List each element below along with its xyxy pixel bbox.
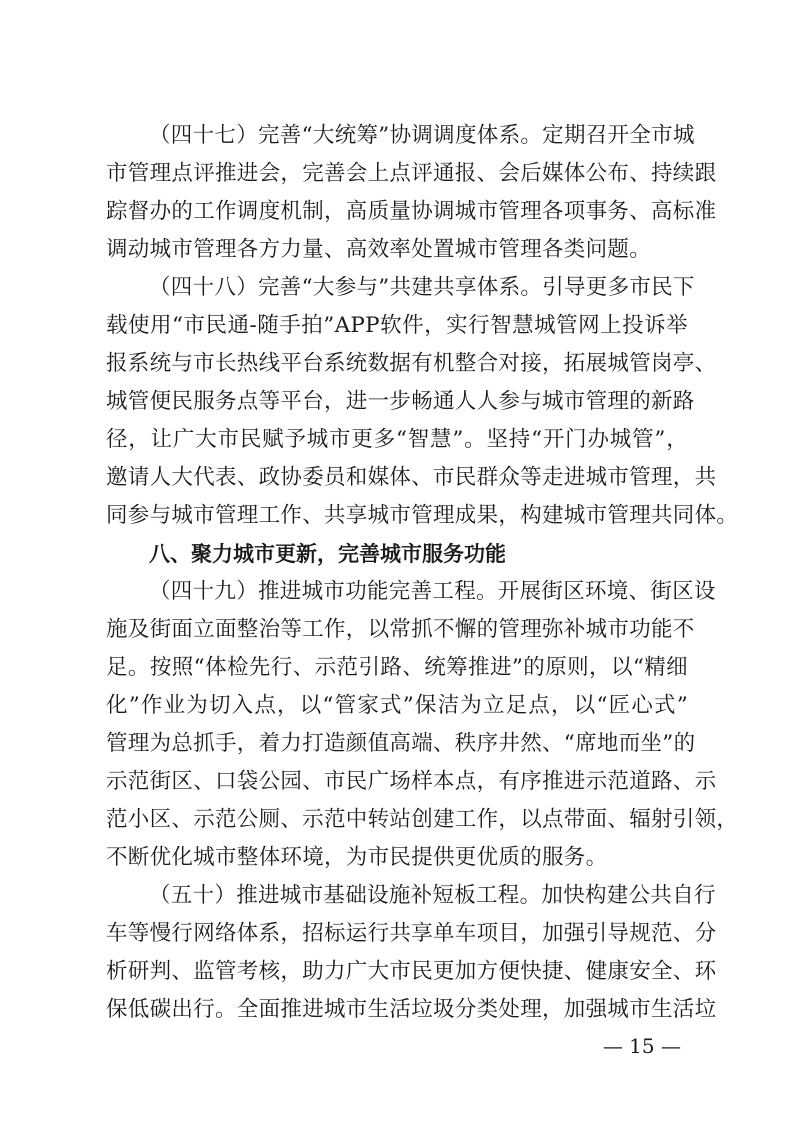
paragraph-48-line-3: 报系统与市长热线平台系统数据有机整合对接，拓展城管岗亭、: [106, 351, 717, 376]
paragraph-48-line-1: （四十八）完善“大参与”共建共享体系。引导更多市民下: [149, 275, 695, 300]
paragraph-50-line-3: 析研判、监管考核，助力广大市民更加方便快捷、健康安全、环: [106, 959, 717, 984]
paragraph-49-line-4: 化”作业为切入点，以“管家式”保洁为立足点，以“匠心式”: [106, 693, 688, 718]
paragraph-49-line-7: 范小区、示范公厕、示范中转站创建工作，以点带面、辐射引领，: [106, 807, 739, 832]
paragraph-50-line-1: （五十）推进城市基础设施补短板工程。加快构建公共自行: [149, 883, 716, 908]
paragraph-48-line-6: 邀请人大代表、政协委员和媒体、市民群众等走进城市管理，共: [106, 465, 717, 490]
paragraph-49-line-3: 足。按照“体检先行、示范引路、统筹推进”的原则，以“精细: [106, 655, 688, 680]
paragraph-47-line-2: 市管理点评推进会，完善会上点评通报、会后媒体公布、持续跟: [106, 161, 717, 186]
paragraph-47-line-1: （四十七）完善“大统筹”协调调度体系。定期召开全市城: [149, 123, 695, 148]
paragraph-49-line-5: 管理为总抓手，着力打造颜值高端、秩序井然、“席地而坐”的: [106, 731, 696, 756]
paragraph-49-line-8: 不断优化城市整体环境，为市民提供更优质的服务。: [106, 845, 608, 870]
paragraph-48-line-2: 载使用“市民通-随手拍”APP软件，实行智慧城管网上投诉举: [106, 313, 688, 338]
paragraph-49-line-1: （四十九）推进城市功能完善工程。开展街区环境、街区设: [149, 579, 716, 604]
paragraph-49-line-2: 施及街面立面整治等工作，以常抓不懈的管理弥补城市功能不: [106, 617, 695, 642]
paragraph-47-line-4: 调动城市管理各方力量、高效率处置城市管理各类问题。: [106, 237, 652, 262]
page-number: — 15 —: [602, 1034, 681, 1058]
paragraph-47-line-3: 踪督办的工作调度机制，高质量协调城市管理各项事务、高标准: [106, 199, 717, 224]
paragraph-48-line-4: 城管便民服务点等平台，进一步畅通人人参与城市管理的新路: [106, 389, 695, 414]
paragraph-50-line-2: 车等慢行网络体系，招标运行共享单车项目，加强引导规范、分: [106, 921, 717, 946]
paragraph-48-line-5: 径，让广大市民赋予城市更多“智慧”。坚持“开门办城管”，: [106, 427, 688, 452]
paragraph-48-line-7: 同参与城市管理工作、共享城市管理成果，构建城市管理共同体。: [106, 503, 739, 528]
paragraph-49-line-6: 示范街区、口袋公园、市民广场样本点，有序推进示范道路、示: [106, 769, 717, 794]
section-heading: 八、聚力城市更新，完善城市服务功能: [149, 542, 506, 566]
paragraph-50-line-4: 保低碳出行。全面推进城市生活垃圾分类处理，加强城市生活垃: [106, 997, 717, 1022]
